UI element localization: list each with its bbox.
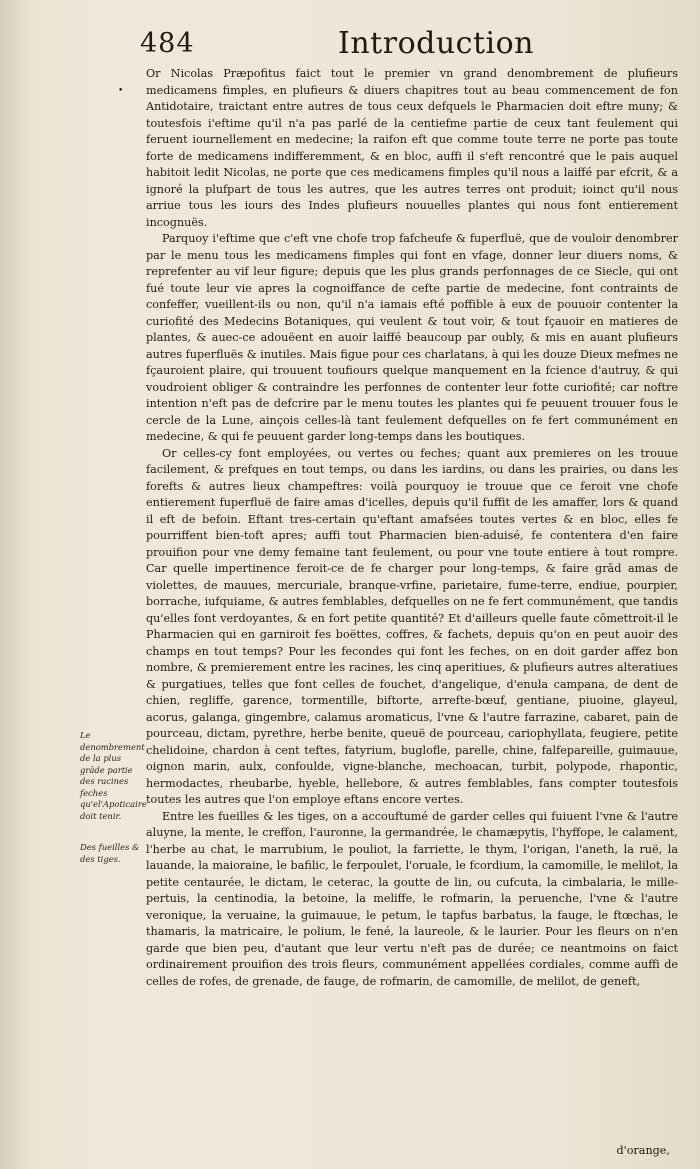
paragraph: Parquoy i'eftime que c'eft vne chofe trop fafcheufe & fuperfluë, que de vouloir denombrer par le menu tous les medicamens fimples qui font en vfage, donner leur diuers noms, & reprefenter au vif leur figure; depuis que les plus grands perfonnages de ce Siecle, qui ont fué toute leur vie apres la cognoiffance de cefte partie de medecine, font contraints de confeffer, vueillent-ils ou non, qu'il n'a iamais efté poffible à eux de pouuoir contenter la curiofité des Medecins Botaniques, qui veulent & tout voir, & tout fçauoir en matieres de plantes, & auec-ce adouëent en auoir laiffé beaucoup par oubly, & mis en auant plufieurs autres fuperfluës & inutiles. Mais figue pour ces charlatans, à qui les douze Dieux mefmes ne fçauroient plaire, qui trouuent toufiours quelque manquement en la fcience d'autruy, & qui voudroient obliger & contraindre les perfonnes de contenter leur fotte curiofité; car noftre intention n'eft pas de defcrire par le menu toutes les plantes qui fe peuuent trouuer fous le cercle de la Lune, ainçois celles-là tant feulement defquelles on fe fert communément en medecine, & qui fe peuuent garder long-temps dans les boutiques. <box>146 232 678 443</box>
margin-note-roots: Le denombrement de la plus grāde partie des racines feches qu'el'Apoticaire doit tenir. <box>80 730 147 821</box>
paragraph: Entre les fueilles & les tiges, on a accouftumé de garder celles qui fuiuent l'vne & l'autre aluyne, la mente, le creffon, l'auronne, la germandrée, le chamæpytis, l'hyffope, le calament, l'herbe au chat, le marrubium, le pouliot, la farriette, le thym, l'origan, l'aneth, la ruë, la lauande, la maioraine, le bafilic, le ferpoulet, l'oruale, le fcordium, la camomille, le melilot, la petite centaurée, le dictam, le ceterac, la goutte de lin, ou cufcuta, la cimbalaria, le mille-pertuis, la centinodia, la betoine, la meliffe, le rofmarin, la peruenche, l'vne & l'autre veronique, la veruaine, la guimauue, le petum, le tapfus barbatus, la fauge, le ftœchas, le thamaris, la matricaire, le polium, le fené, la laureole, & le laurier. Pour les fleurs on n'en garde que bien peu, d'autant que leur vertu n'eft pas de durée; ce neantmoins on faict ordinairement prouifion des trois fleurs, communément appellées cordiales, comme auffi de celles de rofes, de grenade, de fauge, de rofmarin, de camomille, de melilot, de geneft, <box>146 809 678 988</box>
margin-note-leaves: Des fueilles & des tiges. <box>80 842 140 864</box>
paragraph: Or celles-cy font employées, ou vertes ou feches; quant aux premieres on les trouue facilement, & prefques en tout temps, ou dans les iardins, ou dans les prairies, ou dans les forefts & autres lieux champeftres: voilà pourquoy ie trouue que ce feroit vne chofe entierement fuperfluë de faire amas d'icelles, depuis qu'il fuffit de les amaffer, lors & quand il eft de befoin. Eftant tres-certain qu'eftant amafsées toutes vertes & en bloc, elles fe pourriffent bien-toft apres; auffi tout Pharmacien bien-aduisé, fe contentera d'en faire prouifion pour vne demy femaine tant feulement, ou pour vne toute entiere à tout rompre. Car quelle impertinence feroit-ce de fe charger pour long-temps, & faire grād amas de violettes, de mauues, mercuriale, branque-vrfine, parietaire, fume-terre, endiue, pourpier, borrache, iufquiame, & autres femblables, defquelles on ne fe fert communément, que tandis qu'elles font verdoyantes, & en fort petite quantité? Et d'ailleurs quelle faute cōmettroit-il le Pharmacien qui en garniroit fes boëttes, coffres, & fachets, depuis qu'on en peut auoir des champs en tout temps? Pour les fecondes qui font les feches, on en doit garder affez bon nombre, & premierement entre les racines, les cinq aperitiues, & plufieurs autres alteratiues & purgatiues, telles que font celles de fouchet, d'angelique, d'enula campana, de dent de chien, regliffe, garence, tormentille, biftorte, arrefte-bœuf, gentiane, piuoine, glayeul, acorus, galanga, gingembre, calamus aromaticus, l'vne & l'autre farrazine, cabaret, pain de pourceau, dictam, pyrethre, herbe benite, queuë de pourceau, cariophyllata, feugiere, petite chelidoine, chardon à cent teftes, fatyrium, buglofle, parelle, chine, falfepareille, guimauue, oignon marin, aulx, confoulde, vigne-blanche, mechoacan, turbit, polypode, rhapontic, hermodactes, rheubarbe, hyeble, hellebore, & autres femblables, fans compter toutesfois toutes les autres que l'on employe eftans encore vertes. <box>146 446 678 806</box>
paragraph: Or Nicolas Præpofitus faict tout le premier vn grand denombrement de plufieurs medicamens fimples, en plufieurs & diuers chapitres tout au beau commencement de fon Antidotaire, traictant entre autres de tous ceux defquels le Pharmacien doit eftre muny; & toutesfois i'eftime qu'il n'a pas parlé de la centiefme partie de ceux tant feulement qui feruent iournellement en medecine; la raifon eft que comme toute terre ne porte pas toute forte de medicamens indifferemment, & en bloc, auffi il s'eft rencontré que le pais auquel habitoit ledit Nicolas, ne porte que ces medicamens fimples qu'il nous a laiffé par efcrit, & a ignoré la plufpart de tous les autres, que les autres terres ont produit; ioinct qu'il nous arriue tous les iours des Indes plufieurs nouuelles plantes qui nous font entierement incognuës. <box>146 67 678 229</box>
body-text <box>146 66 678 990</box>
running-head: Introduction <box>338 26 534 61</box>
ink-mark-icon: • <box>118 86 124 96</box>
catchword: d'orange, <box>616 1144 670 1157</box>
page-number: 484 <box>140 28 195 59</box>
page-header <box>130 24 650 66</box>
